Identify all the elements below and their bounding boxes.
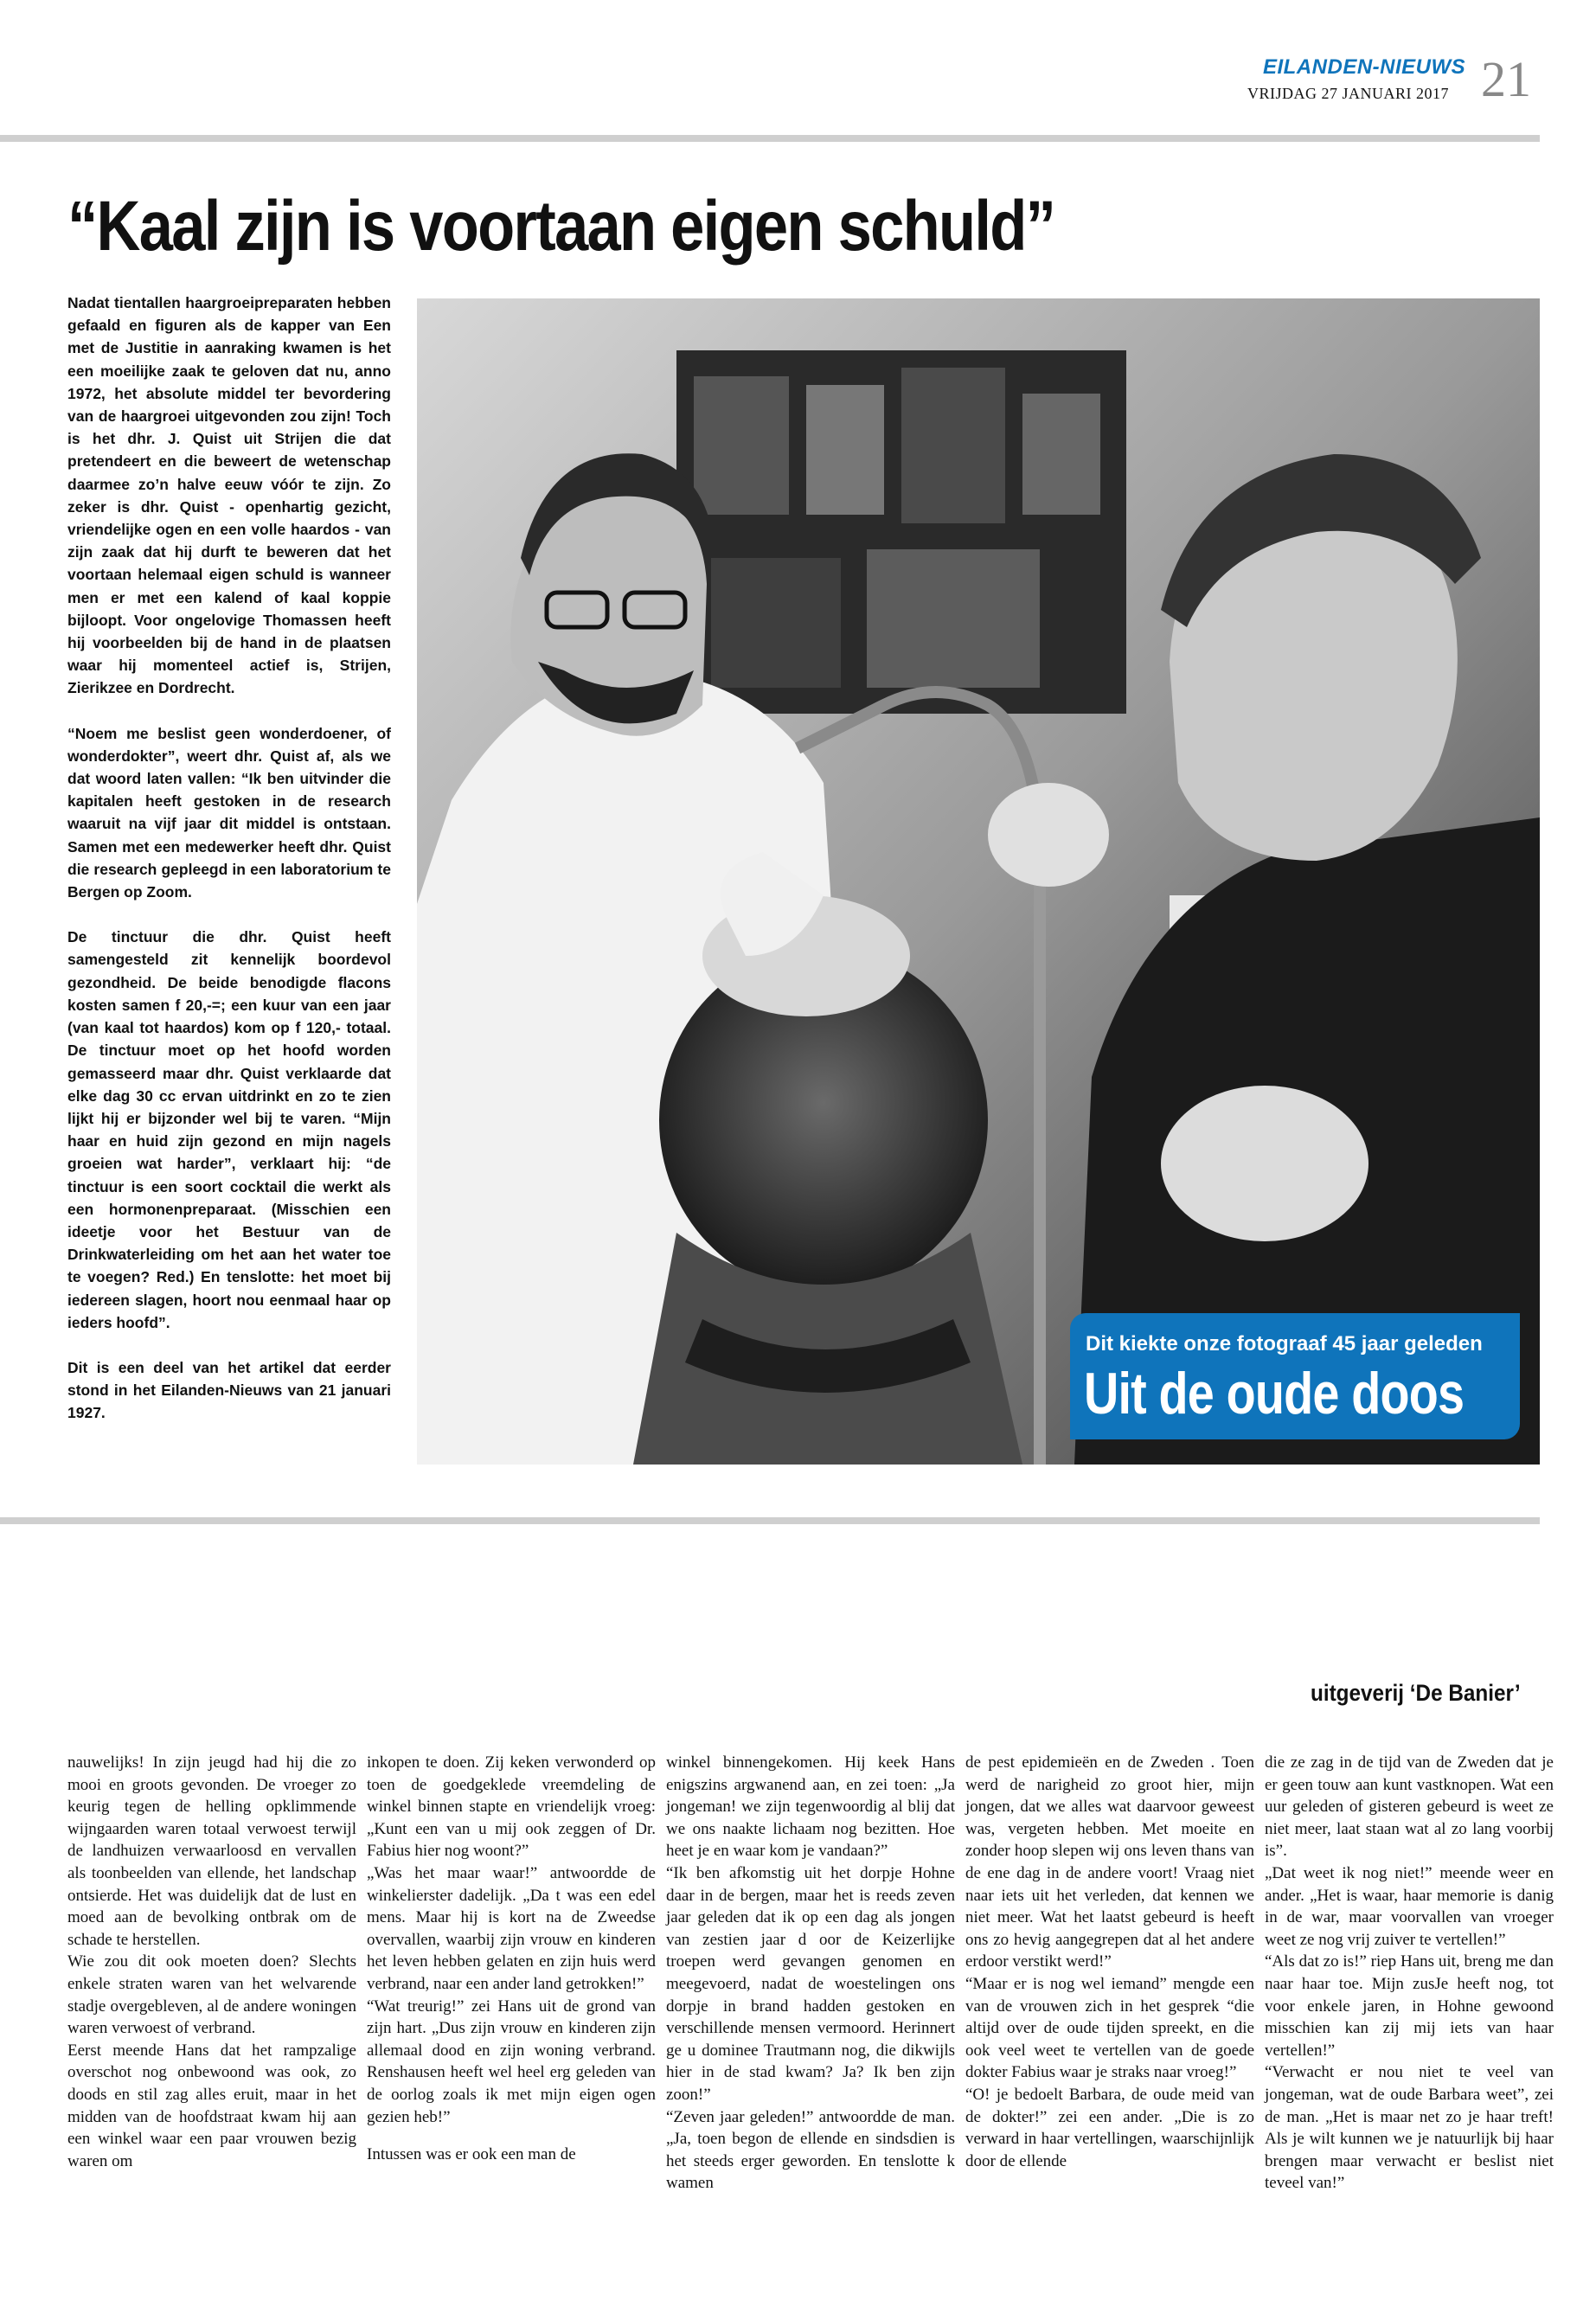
article-paragraph: Nadat tientallen haargroeipreparaten hebben gefaald en figuren als de kapper van Een met de Justitie in aanraking kwamen is het een moeilijke zaak te geloven dat nu, anno 1972, het absolute middel ter bevordering van de haargroei uitgevonden zou zijn! Toch is het dhr. J. Quist uit Strijen die dat pretendeert en die beweert de wetenschap daarmee zo’n halve eeuw vóór te zijn. Zo zeker is dhr. Quist - openhartig gezicht, vriendelijke ogen en een volle haardos - van zijn zaak dat hij durft te beweren dat het voortaan helemaal eigen schuld is wanneer men er met een kalend of kaal koppie bijloopt. Voor ongelovige Thomassen heeft hij voorbeelden bij de hand in de plaatsen waar hij momenteel actief is, Strijen, Zierikzee en Dordrecht. [67,294,391,697]
article-headline: “Kaal zijn is voortaan eigen schuld” [67,187,1055,266]
serial-column-5 [1265,1752,1554,2195]
photo-caption [1070,1313,1520,1439]
serial-paragraph: „Was het maar waar!” antwoordde de winkelierster dadelijk. „Da t was een edel mens. Maar hij is kort na de Zweedse overvallen, waarbij zijn vrouw en kinderen het leven hebben gelaten en zijn huis werd verbrand, naar een ander land getrokken!” [367,1863,656,1993]
article-paragraph: Dit is een deel van het artikel dat eerder stond in het Eilanden-Nieuws van 21 januari 1927. [67,1358,391,1422]
serial-paragraph: “Ik ben afkomstig uit het dorpje Hohne daar in de bergen, maar het is reeds zeven jaar geleden dat ik op een dag als jongen van zestien jaar d oor de Keizerlijke troepen werd gevangen genomen en meegevoerd, nadat de woestelingen ons dorpje in brand hadden gestoken en verschillende mensen vermoord. Herinnert ge u dominee Trautmann nog, die dikwijls hier in de stad kwam? Ja? Ik ben zijn zoon!” [666,1863,955,2104]
caption-kicker: Dit kiekte onze fotograaf 45 jaar geleden [1086,1332,1483,1356]
serial-paragraph: die ze zag in de tijd van de Zweden dat je er geen touw aan kunt vastknopen. Wat een uur geleden of gisteren gebeurd is weet ze niet meer, laat staan wat al zo lang voorbij is”. [1265,1753,1554,1861]
top-divider [0,135,1540,142]
serial-paragraph: inkopen te doen. Zij keken verwonderd op toen de goedgeklede vreemdeling de winkel binnen stapte en vriendelijk vroeg: „Kunt een van u mij ook zeggen of Dr. Fabius hier nog woont?” [367,1753,656,1861]
serial-column-4 [965,1752,1254,2172]
serial-column-3 [666,1752,955,2195]
serial-paragraph: Intussen was er ook een man de [367,2145,576,2164]
article-paragraph: De tinctuur die dhr. Quist heeft samengesteld zit kennelijk boordevol gezondheid. De beide benodigde flacons kosten samen f 20,-=; een kuur van een jaar (van kaal tot haardos) kom op f 120,- totaal. De tinctuur moet op het hoofd worden gemasseerd maar dhr. Quist verklaarde dat elke dag 30 cc ervan uitdrinkt en zo te zien lijkt hij er bijzonder wel bij te varen. “Mijn haar en huid zijn gezond en mijn nagels groeien wat harder”, verklaart hij: “de tinctuur is een soort cocktail die werkt als een hormonenpreparaat. (Misschien een ideetje voor het Bestuur van de Drinkwaterleiding om het aan het water toe te voegen? Red.) En tenslotte: het moet bij iedereen slagen, hoort nou eenmaal haar op ieders hoofd”. [67,928,391,1331]
serial-paragraph: „Dat weet ik nog niet!” meende weer en ander. „Het is waar, haar memorie is danig in de war, maar voorvallen van vroeger weet ze nog vrij zuiver te vertellen!” [1265,1863,1554,1949]
serial-paragraph: “Maar er is nog wel iemand” mengde een van de vrouwen zich in het gesprek “die altijd over de oude tijden spreekt, en die ook veel weet te vertellen van de goede dokter Fabius waar je straks naar vroeg!” [965,1974,1254,2082]
serial-paragraph: de pest epidemieën en de Zweden . Toen werd de narigheid zo groot hier, mijn jongen, dat we alles wat daarvoor geweest was, vergeten hebben. Met moeite en zonder hoop slepen wij ons leven thans van de ene dag in de andere voort! Vraag niet naar iets uit het verleden, dat kennen we niet meer. Wat het laatst gebeurd is heeft ons zo hevig aangegrepen dat al het andere erdoor verstikt werd!” [965,1753,1254,1971]
caption-title: Uit de oude doos [1084,1361,1465,1426]
serial-paragraph: Eerst meende Hans dat het rampzalige overschot nog onbewoond was ook, zo doods en stil zag alles eruit, maar in het midden van de hoofdstraat kwam hij aan een winkel waar een paar vrouwen bezig waren om [67,2041,356,2170]
serial-column-1 [67,1752,356,2172]
serial-paragraph: “O! je bedoelt Barbara, de oude meid van de dokter!” zei een ander. „Die is zo verward in haar vertellingen, waarschijnlijk door de ellende [965,2085,1254,2170]
archive-photo-illustration [417,298,1540,1465]
serial-paragraph: nauwelijks! In zijn jeugd had hij die zo mooi en groots gevonden. De vroeger zo keurig tegen de helling opklimmende wijngaarden waren totaal verwoest terwijl de landhuizen verwaarloosd en vervallen als toonbeelden van ellende, het landschap ontsierde. Het was duidelijk dat de lust en moed aan de bevolking ontbrak om de schade te herstellen. [67,1753,356,1949]
page-number: 21 [1481,51,1531,107]
masthead-title: EILANDEN-NIEUWS [1263,55,1466,79]
serial-paragraph: “Zeven jaar geleden!” antwoordde de man. „Ja, toen begon de ellende en sindsdien is het steeds erger geworden. En tenslotte k wamen [666,2107,955,2193]
serial-paragraph: “Verwacht er nou niet te veel van jongeman, wat de oude Barbara weet”, zei de man. „Het is maar net zo je haar treft! Als je wilt kunnen we je natuurlijk bij haar brengen maar verwacht er beslist niet teveel van!” [1265,2063,1554,2193]
serial-paragraph: winkel binnengekomen. Hij keek Hans enigszins argwanend aan, en zei toen: „Ja jongeman! we zijn tegenwoordig al blij dat we ons naakte lichaam nog bezitten. Hoe heet je en waar kom je vandaan?” [666,1753,955,1861]
article-paragraph: “Noem me beslist geen wonderdoener, of wonderdokter”, weert dhr. Quist af, als we dat woord laten vallen: “Ik ben uitvinder die kapitalen heeft gestoken in de research waaruit na vijf jaar dit middel is ontstaan. Samen met een medewerker heeft dhr. Quist die research gepleegd in een laboratorium te Bergen op Zoom. [67,724,391,901]
archive-photo [417,298,1540,1465]
masthead-date: VRIJDAG 27 JANUARI 2017 [1247,85,1450,102]
article-body [67,292,391,1447]
serial-publisher: uitgeverij ‘De Banier’ [1311,1680,1521,1706]
serial-paragraph: “Als dat zo is!” riep Hans uit, breng me dan naar haar toe. Mijn zusJe heeft nog, tot voor enkele jaren, in Hohne gewoond misschien kan zij mij iets van haar vertellen!” [1265,1952,1554,2060]
serial-paragraph: “Wat treurig!” zei Hans uit de grond van zijn hart. „Dus zijn vrouw en kinderen zijn allemaal dood en zijn woning verbrand. Renshausen heeft wel heel erg geleden van de oorlog zoals ik met mijn eigen ogen gezien heb!” [367,1997,656,2126]
serial-paragraph: Wie zou dit ook moeten doen? Slechts enkele straten waren van het welvarende stadje overgebleven, al de andere woningen waren verwoest of verbrand. [67,1952,356,2038]
section-divider [0,1517,1540,1524]
serial-column-2 [367,1752,656,2166]
